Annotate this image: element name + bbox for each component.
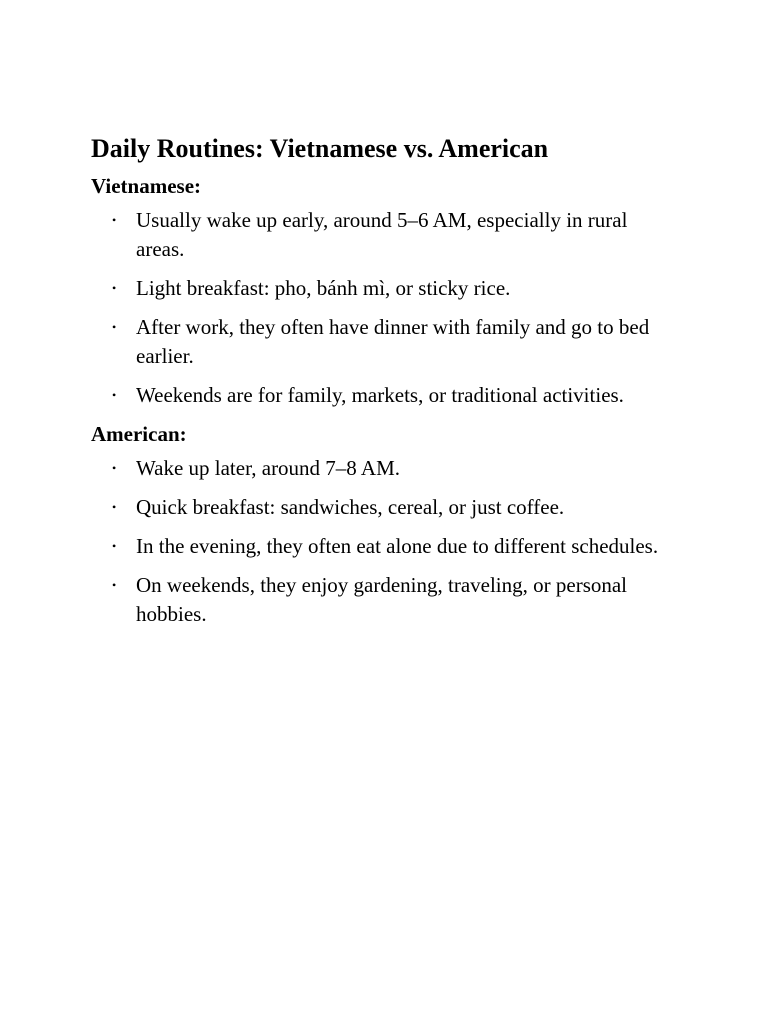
bullet-icon: • xyxy=(112,320,117,334)
bullet-icon: • xyxy=(112,281,117,295)
list-item xyxy=(91,381,681,410)
list-item-text: On weekends, they enjoy gardening, traveling, or personal hobbies. xyxy=(136,573,628,626)
document-page xyxy=(91,130,681,639)
list-item xyxy=(91,313,681,371)
bullet-icon: • xyxy=(112,213,117,227)
document-title: Daily Routines: Vietnamese vs. American xyxy=(91,134,549,163)
list-item-text: Quick breakfast: sandwiches, cereal, or just coffee. xyxy=(136,495,565,519)
section-vietnamese xyxy=(91,172,681,410)
bullet-icon: • xyxy=(112,500,117,514)
list-item-text: In the evening, they often eat alone due to different schedules. xyxy=(136,534,659,558)
list-item xyxy=(91,493,681,522)
bullet-icon: • xyxy=(112,461,117,475)
list-item-text: Wake up later, around 7–8 AM. xyxy=(136,456,400,480)
section-american xyxy=(91,420,681,629)
list-item-text: Weekends are for family, markets, or traditional activities. xyxy=(136,383,624,407)
list-item xyxy=(91,206,681,264)
vietnamese-list xyxy=(91,206,681,410)
american-list xyxy=(91,454,681,629)
bullet-icon: • xyxy=(112,578,117,592)
bullet-icon: • xyxy=(112,539,117,553)
list-item-text: Light breakfast: pho, bánh mì, or sticky rice. xyxy=(136,276,511,300)
list-item-text: After work, they often have dinner with family and go to bed earlier. xyxy=(136,315,650,368)
section-heading-american: American: xyxy=(91,422,187,446)
list-item xyxy=(91,571,681,629)
list-item xyxy=(91,274,681,303)
list-item xyxy=(91,454,681,483)
list-item xyxy=(91,532,681,561)
list-item-text: Usually wake up early, around 5–6 AM, especially in rural areas. xyxy=(136,208,628,261)
section-heading-vietnamese: Vietnamese: xyxy=(91,174,202,198)
bullet-icon: • xyxy=(112,388,117,402)
